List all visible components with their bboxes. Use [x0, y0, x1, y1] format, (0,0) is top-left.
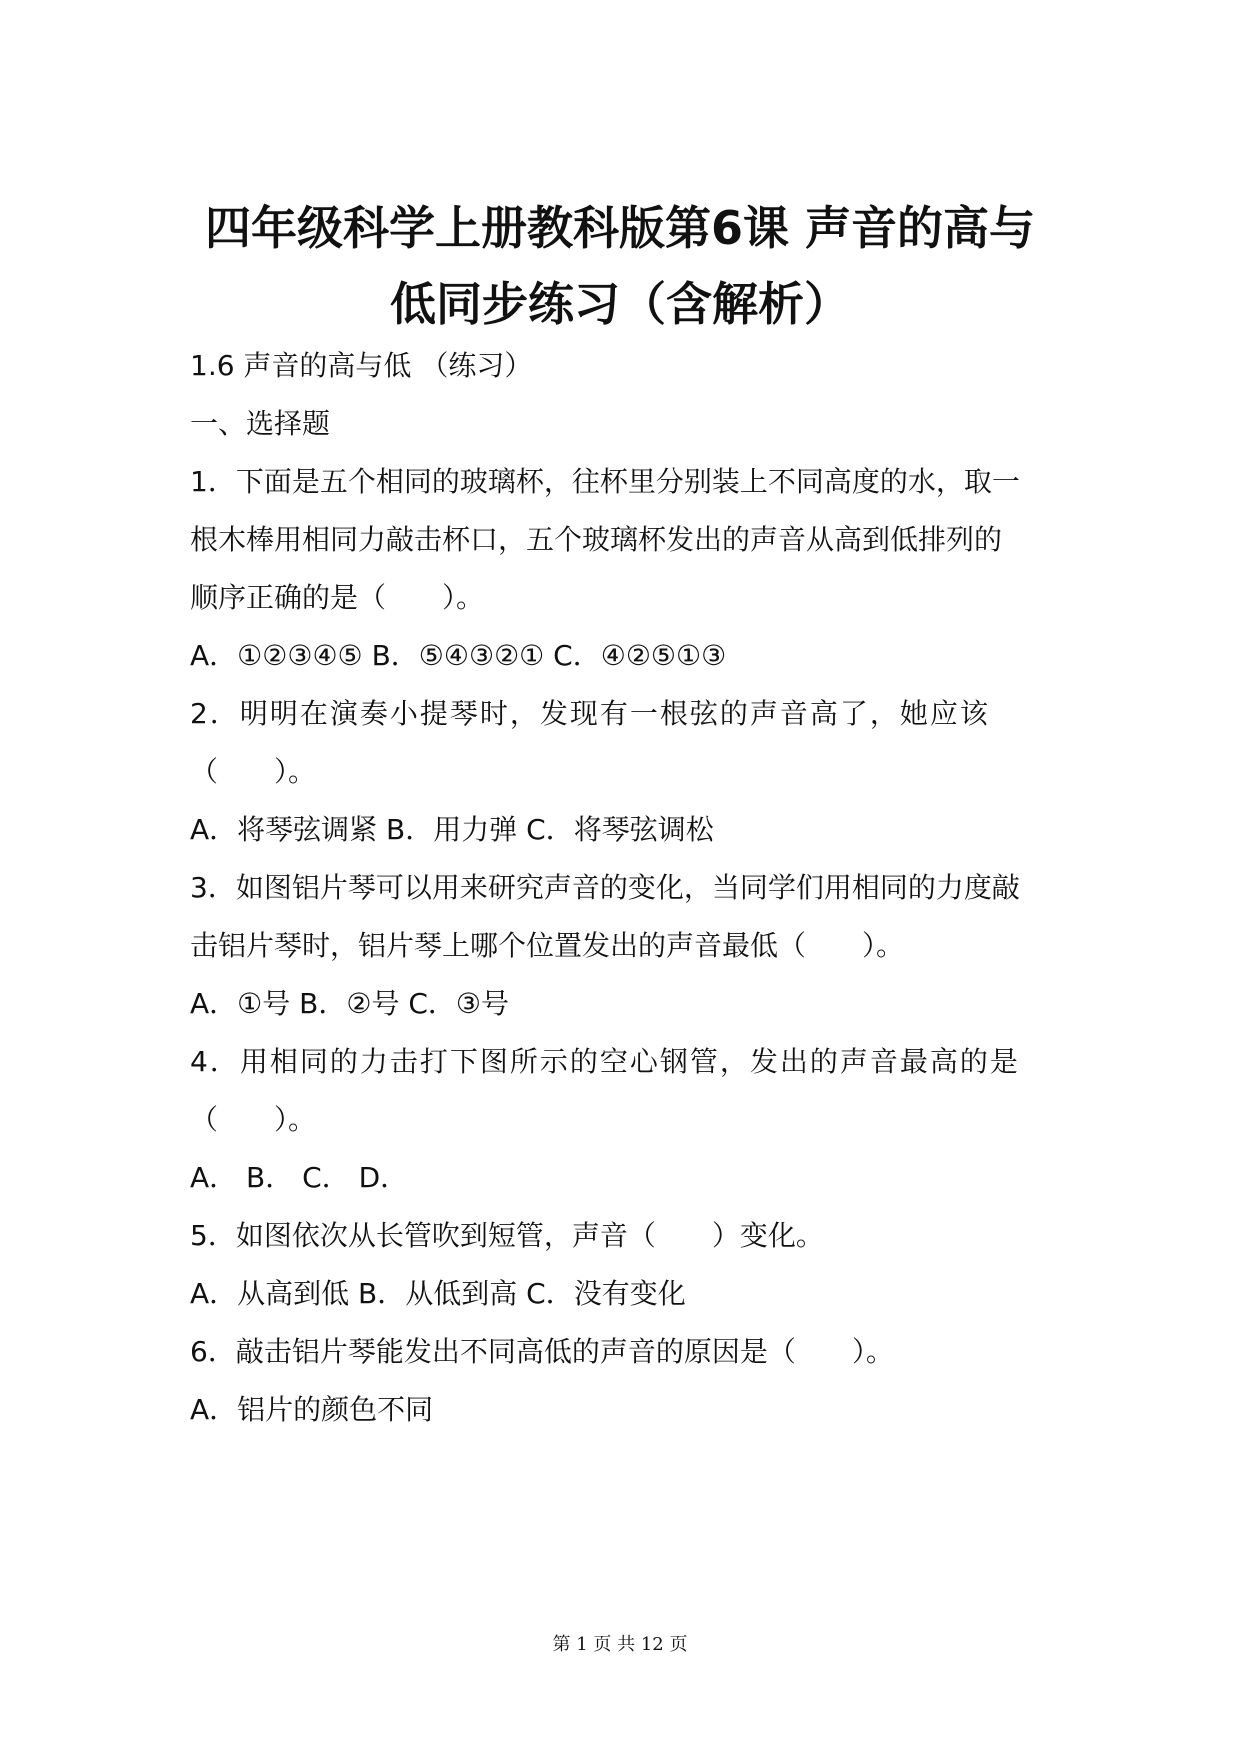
question-1-line-3: 顺序正确的是（ ）。 [190, 581, 485, 614]
question-1-line-1: 1．下面是五个相同的玻璃杯，往杯里分别装上不同高度的水，取一 [190, 465, 1020, 498]
question-6-option-a: A．铝片的颜色不同 [190, 1393, 434, 1426]
page-footer: 第 1 页 共 12 页 [552, 1634, 688, 1655]
question-5-line-1: 5．如图依次从长管吹到短管，声音（ ）变化。 [190, 1219, 824, 1252]
question-1-line-2: 根木棒用相同力敲击杯口，五个玻璃杯发出的声音从高到低排列的 [190, 523, 1003, 556]
section-heading: 1.6 声音的高与低 （练习） [190, 349, 533, 382]
document-title-line-2: 低同步练习（含解析） [390, 277, 850, 331]
question-4-line-1: 4．用相同的力击打下图所示的空心钢管，发出的声音最高的是 [190, 1045, 1020, 1078]
question-1-options: A．①②③④⑤ B．⑤④③②① C．④②⑤①③ [190, 639, 727, 672]
question-4-options: A． B． C． D． [190, 1161, 409, 1194]
question-2-line-2: （ ）。 [190, 755, 317, 788]
document-title-line-1: 四年级科学上册教科版第6课 声音的高与 [204, 201, 1036, 255]
question-3-line-1: 3．如图铝片琴可以用来研究声音的变化，当同学们用相同的力度敲 [190, 871, 1020, 904]
question-4-line-2: （ ）。 [190, 1103, 317, 1136]
question-6-line-1: 6．敲击铝片琴能发出不同高低的声音的原因是（ ）。 [190, 1335, 894, 1368]
question-3-line-2: 击铝片琴时，铝片琴上哪个位置发出的声音最低（ ）。 [190, 929, 905, 962]
part-heading: 一、选择题 [190, 407, 331, 440]
question-2-line-1: 2．明明在演奏小提琴时，发现有一根弦的声音高了，她应该 [190, 697, 990, 730]
question-5-options: A．从高到低 B．从低到高 C．没有变化 [190, 1277, 686, 1310]
question-3-options: A．①号 B．②号 C．③号 [190, 987, 510, 1020]
question-2-options: A．将琴弦调紧 B．用力弹 C．将琴弦调松 [190, 813, 714, 846]
